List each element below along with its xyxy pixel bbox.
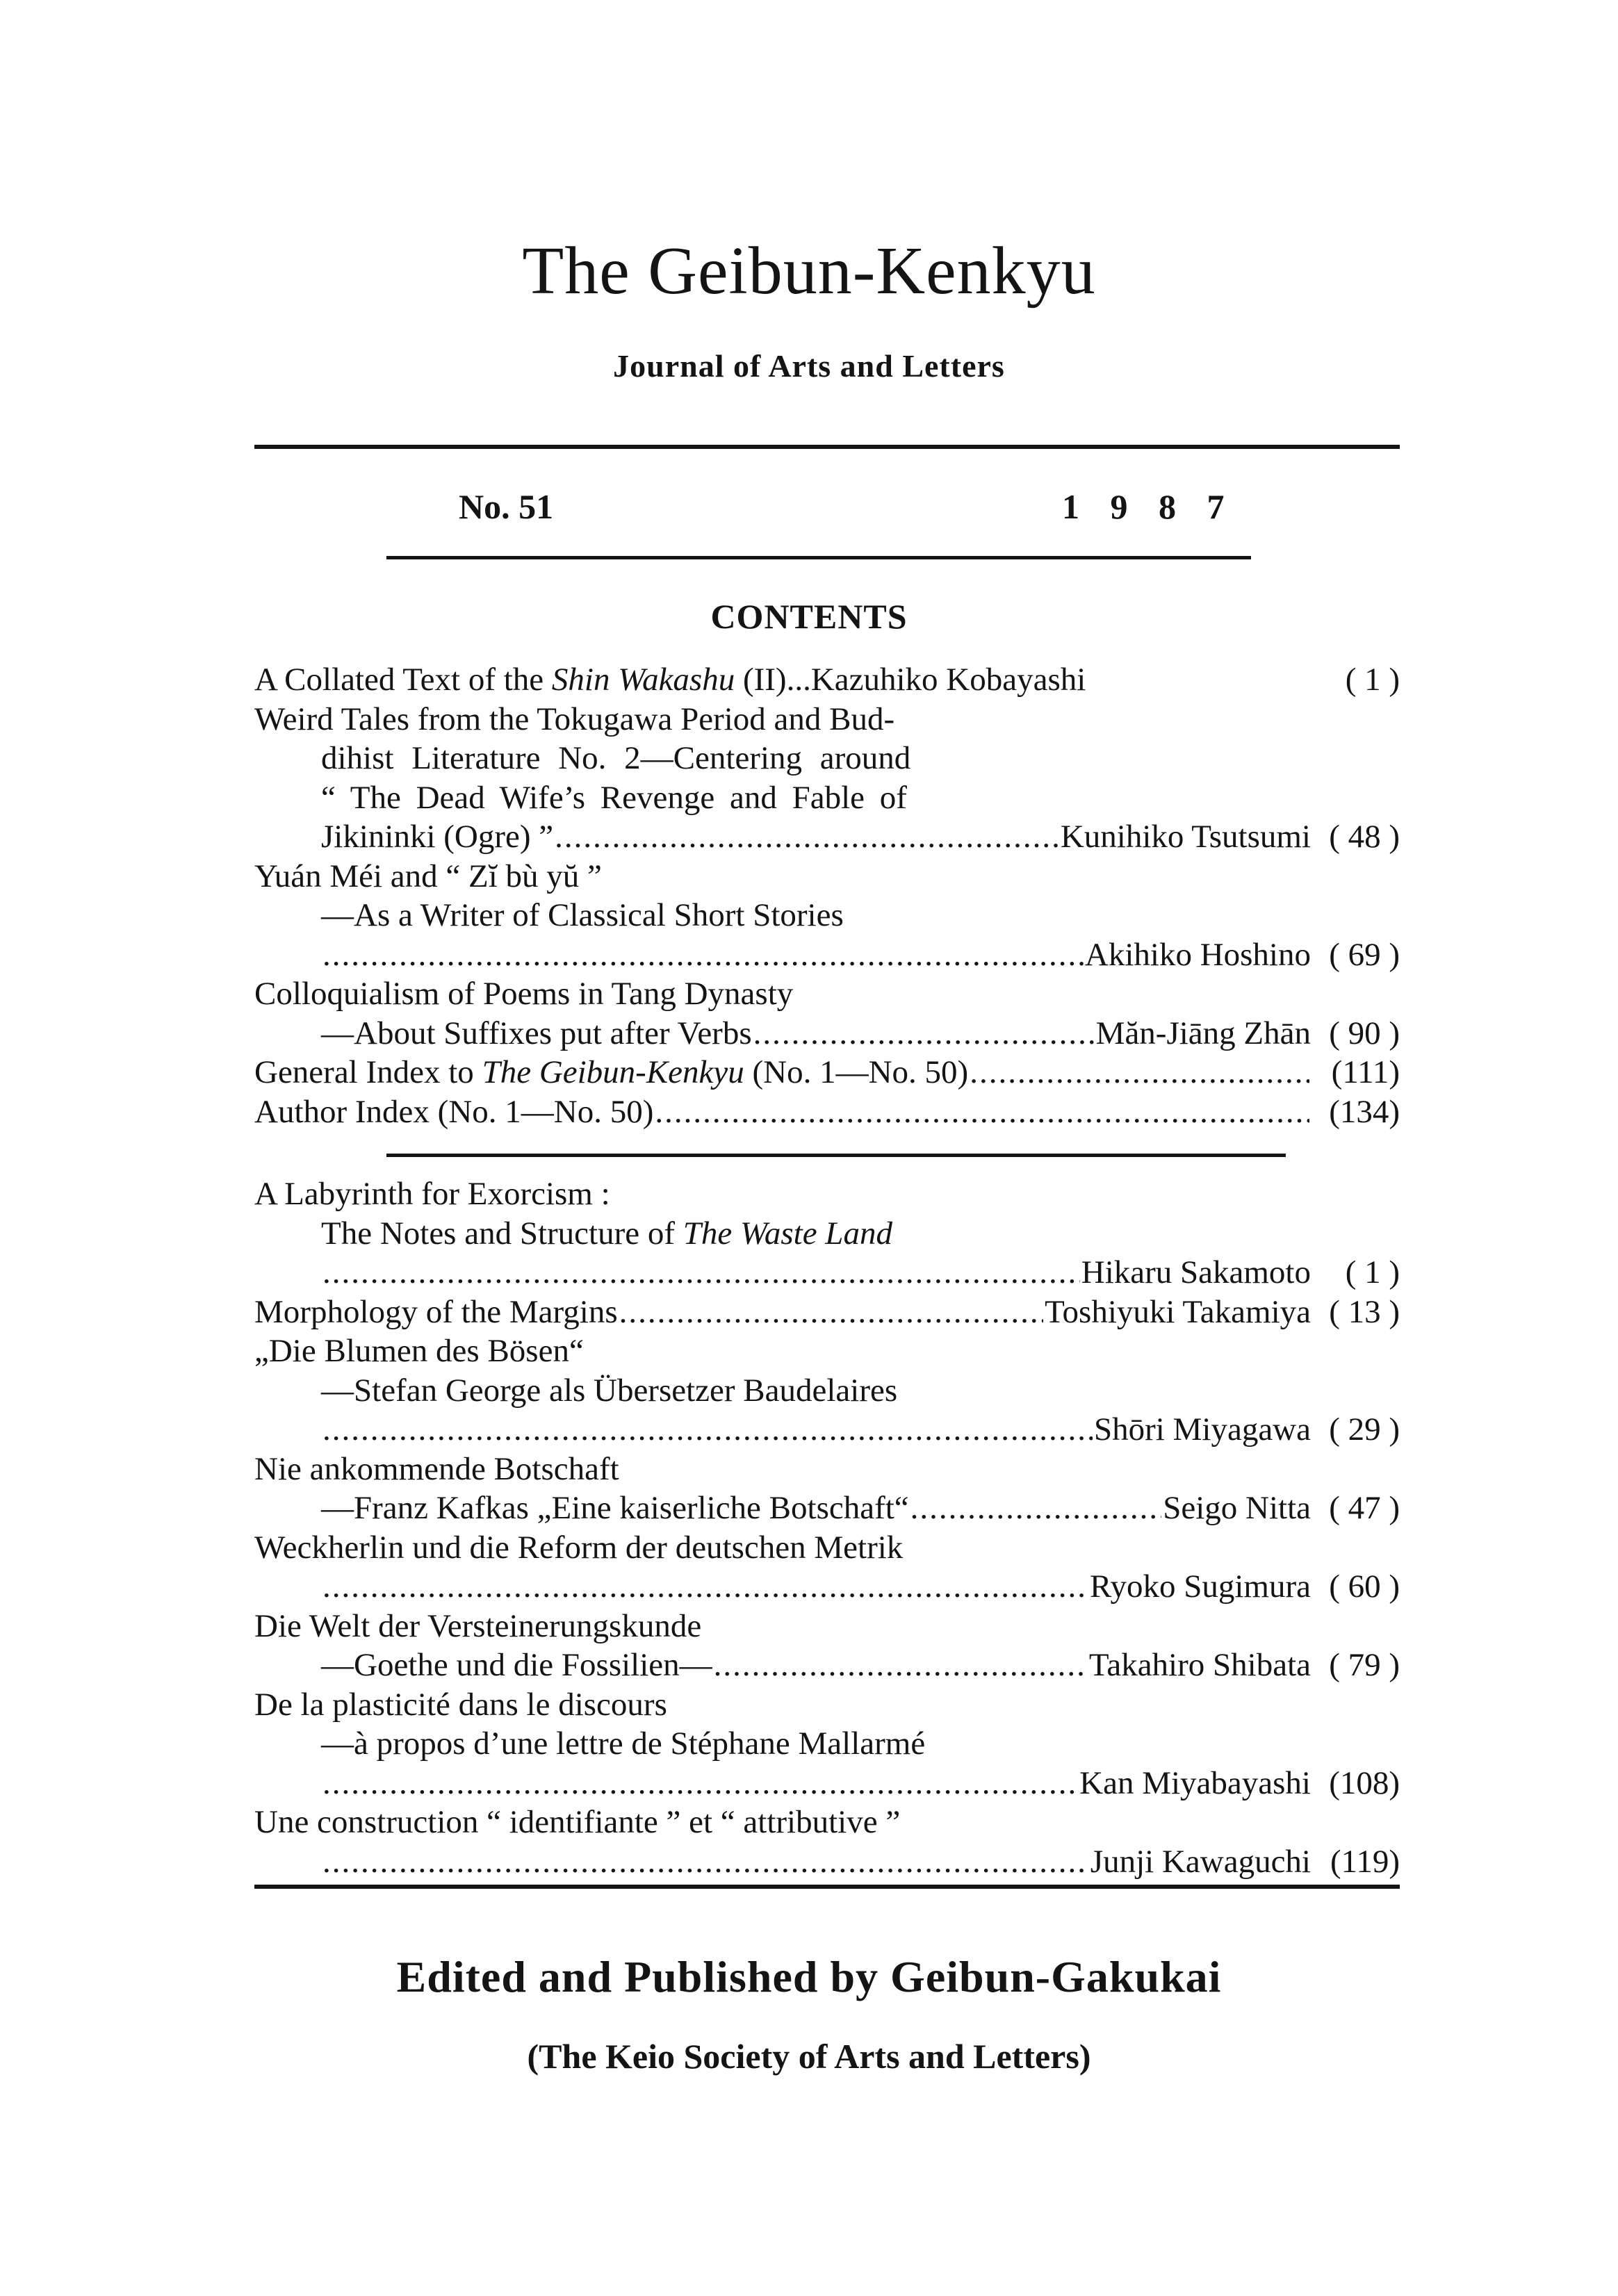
entry-title-cont: —As a Writer of Classical Short Stories	[321, 897, 844, 933]
entry-title-cont: —Goethe und die Fossilien—	[321, 1647, 712, 1683]
entry-title-cont: dihist Literature No. 2—Centering around	[321, 740, 911, 776]
toc-section-european	[254, 1174, 1400, 1881]
toc-entry	[254, 1646, 1400, 1685]
leader-dots	[322, 1253, 1080, 1293]
toc-entry	[254, 1014, 1400, 1053]
entry-page: ( 47 )	[1329, 1490, 1400, 1526]
entry-page: (108)	[1329, 1764, 1400, 1801]
toc-entry-line	[254, 1607, 1400, 1646]
leader-dots	[322, 1410, 1093, 1450]
toc-entry-line	[254, 974, 1400, 1014]
leader-dots	[714, 1646, 1088, 1685]
leader-dots	[970, 1053, 1309, 1092]
divider-issue	[386, 556, 1251, 559]
entry-title: Die Welt der Versteinerungskunde	[254, 1607, 702, 1644]
toc-entry-line	[254, 739, 1400, 778]
entry-page: ( 29 )	[1329, 1411, 1400, 1448]
entry-page: ( 13 )	[1329, 1293, 1400, 1330]
leader-dots	[322, 935, 1084, 975]
entry-page: (111)	[1331, 1054, 1400, 1090]
entry-title: De la plasticité dans le discours	[254, 1686, 667, 1723]
entry-author: Seigo Nitta	[1163, 1490, 1311, 1526]
entry-title: Weckherlin und die Reform der deutschen Metrik	[254, 1529, 904, 1566]
entry-title: Author Index (No. 1—No. 50)	[254, 1093, 654, 1130]
entry-author: Junji Kawaguchi	[1090, 1843, 1311, 1880]
journal-title: The Geibun-Kenkyu	[522, 233, 1096, 309]
leader-dots	[322, 1567, 1088, 1607]
divider-top	[254, 445, 1400, 449]
entry-title-cont: —About Suffixes put after Verbs	[321, 1015, 752, 1051]
leader-dots	[753, 1014, 1095, 1053]
toc-entry-line	[254, 778, 1400, 818]
contents-heading: CONTENTS	[710, 597, 908, 636]
leader-dots	[655, 1092, 1309, 1132]
publisher-line: Edited and Published by Geibun-Gakukai	[396, 1952, 1222, 2001]
entry-author: Takahiro Shibata	[1088, 1647, 1311, 1683]
leader-dots	[555, 817, 1059, 857]
leader-dots	[322, 1842, 1089, 1882]
entry-title-cont: —Franz Kafkas „Eine kaiserliche Botschaft“	[321, 1490, 909, 1526]
entry-page: ( 69 )	[1329, 936, 1400, 973]
toc-entry	[254, 1842, 1400, 1882]
entry-page: ( 90 )	[1329, 1015, 1400, 1051]
entry-title: Colloquialism of Poems in Tang Dynasty	[254, 976, 794, 1012]
journal-subtitle: Journal of Arts and Letters	[613, 348, 1005, 384]
entry-author: Ryoko Sugimura	[1090, 1568, 1311, 1605]
toc-entry	[254, 1092, 1400, 1132]
toc-entry-line	[254, 1371, 1400, 1411]
issue-year: 1 9 8 7	[1062, 487, 1236, 526]
toc-entry-line	[254, 1450, 1400, 1489]
entry-title-cont: —à propos d’une lettre de Stéphane Mallarmé	[321, 1725, 926, 1762]
toc-entry-line	[254, 1803, 1400, 1842]
entry-author: Kunihiko Tsutsumi	[1060, 819, 1311, 855]
entry-title: General Index to The Geibun-Kenkyu (No. 1—No. 50)	[254, 1054, 969, 1090]
toc-entry-line	[254, 1528, 1400, 1568]
entry-title: A Labyrinth for Exorcism :	[254, 1176, 610, 1212]
entry-title: „Die Blumen des Bösen“	[254, 1333, 584, 1369]
entry-page: (119)	[1330, 1843, 1400, 1880]
entry-title-cont: —Stefan George als Übersetzer Baudelaires	[321, 1372, 898, 1409]
toc-entry-line	[254, 1685, 1400, 1725]
leader-dots	[910, 1489, 1162, 1528]
divider-sections	[386, 1154, 1286, 1157]
entry-title-cont: Jikininki (Ogre) ”	[321, 819, 554, 855]
toc-entry	[254, 1567, 1400, 1607]
entry-page: ( 1 )	[1345, 1254, 1400, 1290]
society-line: (The Keio Society of Arts and Letters)	[527, 2037, 1091, 2076]
leader-dots	[619, 1293, 1044, 1332]
entry-title: Une construction “ identifiante ” et “ attributive ”	[254, 1804, 901, 1840]
toc-entry	[254, 660, 1400, 700]
entry-title-cont: The Notes and Structure of The Waste Land	[321, 1215, 892, 1252]
toc-entry	[254, 1053, 1400, 1092]
toc-entry	[254, 1293, 1400, 1332]
entry-author: Hikaru Sakamoto	[1081, 1254, 1311, 1290]
leader-dots	[322, 1764, 1078, 1803]
toc-entry-line	[254, 896, 1400, 935]
entry-page: ( 48 )	[1329, 819, 1400, 855]
toc-entry	[254, 817, 1400, 857]
toc-entry	[254, 1489, 1400, 1528]
toc-entry	[254, 1764, 1400, 1803]
entry-page: ( 79 )	[1329, 1647, 1400, 1683]
entry-author: Kan Miyabayashi	[1079, 1764, 1311, 1801]
toc-entry-line	[254, 1724, 1400, 1764]
toc-entry-line	[254, 1214, 1400, 1254]
entry-title: Nie ankommende Botschaft	[254, 1450, 619, 1487]
entry-page: ( 60 )	[1329, 1568, 1400, 1605]
entry-title: Morphology of the Margins	[254, 1293, 618, 1330]
toc-entry	[254, 1253, 1400, 1293]
toc-entry-line	[254, 857, 1400, 896]
entry-page: (134)	[1329, 1093, 1400, 1130]
entry-title: A Collated Text of the Shin Wakashu (II)...	[254, 662, 811, 698]
entry-page: ( 1 )	[1345, 662, 1400, 698]
toc-entry	[254, 1410, 1400, 1450]
entry-author: Akihiko Hoshino	[1084, 936, 1311, 973]
entry-title-cont: “ The Dead Wife’s Revenge and Fable of	[321, 779, 907, 816]
entry-author: Shōri Miyagawa	[1094, 1411, 1311, 1448]
divider-bottom	[254, 1885, 1400, 1889]
toc-section-japanese-chinese	[254, 660, 1400, 1131]
entry-author: Măn-Jiāng Zhān	[1095, 1015, 1311, 1051]
entry-title: Yuán Méi and “ Zĭ bù yŭ ”	[254, 858, 602, 894]
toc-entry	[254, 935, 1400, 975]
issue-number: No. 51	[459, 487, 554, 526]
entry-author: Kazuhiko Kobayashi	[810, 662, 1086, 698]
entry-title: Weird Tales from the Tokugawa Period and Bud-	[254, 700, 895, 737]
entry-author: Toshiyuki Takamiya	[1045, 1293, 1311, 1330]
toc-entry-line	[254, 700, 1400, 739]
toc-entry-line	[254, 1174, 1400, 1214]
toc-entry-line	[254, 1331, 1400, 1371]
